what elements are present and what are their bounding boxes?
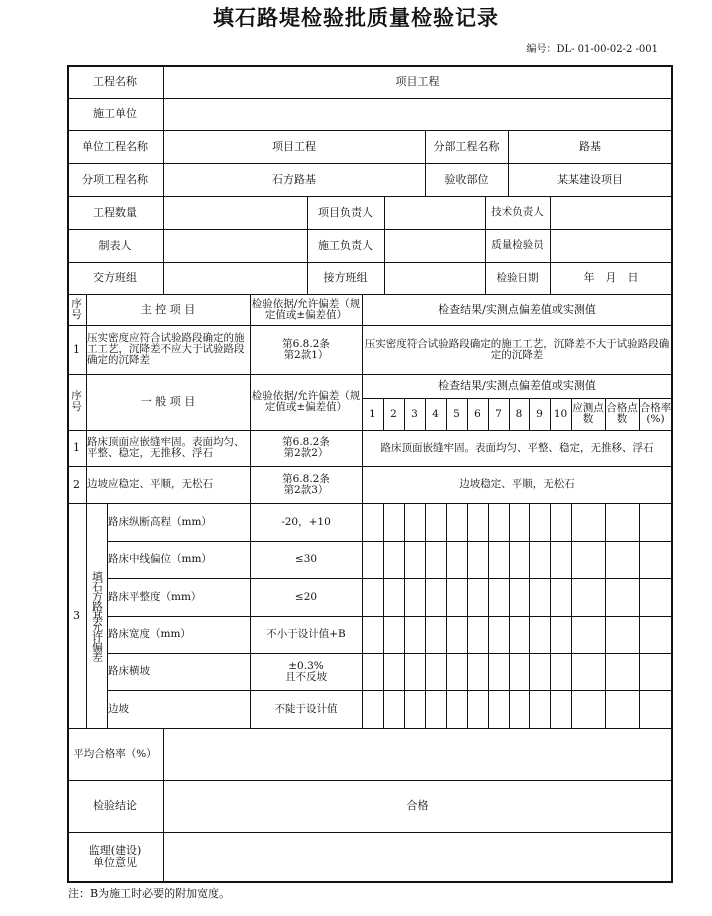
- unit-project-label: [67, 130, 164, 164]
- point-column-8: [509, 398, 530, 431]
- measurement-cell[interactable]: [639, 690, 673, 729]
- main-row-result[interactable]: [362, 325, 673, 375]
- tolerance-row-basis-text: 不小于设计值+B: [266, 628, 346, 640]
- general-row-result-text: 路床顶面嵌缝牢固。表面均匀、平整、稳定，无推移、浮石: [380, 441, 654, 454]
- acceptance-part-value[interactable]: [508, 163, 673, 197]
- general-row-basis-text: 第6.8.2条 第2款2）: [282, 436, 330, 459]
- point-column-8-text: 8: [515, 407, 523, 420]
- supervision-label: [67, 832, 164, 883]
- tolerance-row-basis: [250, 541, 363, 579]
- main-items-label-text: 主 控 项 目: [140, 302, 196, 316]
- point-column-1: [362, 398, 384, 431]
- tolerance-row-item-text: 路床横坡: [108, 665, 150, 677]
- supervision-opinion-value[interactable]: [163, 832, 673, 883]
- point-column-3-text: 3: [411, 407, 418, 420]
- measurement-cell[interactable]: [467, 653, 489, 691]
- sub-project-label: [425, 130, 509, 164]
- measurement-cell[interactable]: [404, 578, 426, 617]
- measurement-cell[interactable]: [404, 541, 426, 579]
- contractor-label-text: 施工单位: [93, 107, 137, 120]
- tolerance-group-seq: [67, 503, 87, 729]
- main-row-item: [86, 325, 251, 375]
- avg-pass-rate-value[interactable]: [163, 728, 673, 781]
- general-row-seq-text: 1: [73, 441, 80, 454]
- tolerance-row-item-text: 路床中线偏位（mm）: [108, 553, 212, 565]
- measurement-cell[interactable]: [488, 653, 510, 691]
- measurement-cell[interactable]: [446, 690, 468, 729]
- tech-lead-value[interactable]: [550, 196, 673, 230]
- general-row-result[interactable]: [362, 466, 673, 504]
- general-row-seq-text: 2: [73, 477, 80, 491]
- quality-inspector-label-text: 质量检验员: [491, 239, 544, 251]
- measurement-cell[interactable]: [488, 578, 510, 617]
- tolerance-group-seq-text: 3: [73, 608, 80, 622]
- measurement-cell[interactable]: [425, 616, 447, 654]
- unit-project-value[interactable]: [163, 130, 426, 164]
- main-result-label: [362, 294, 673, 326]
- tolerance-row-basis: [250, 690, 363, 729]
- unit-project-value-text: 项目工程: [272, 139, 316, 153]
- general-seq-label-text: 序号: [71, 390, 82, 413]
- project-name-value[interactable]: [163, 65, 673, 99]
- general-row-seq: [67, 466, 87, 504]
- preparer-value[interactable]: [163, 229, 308, 263]
- measurement-cell[interactable]: [605, 503, 640, 542]
- measurement-cell[interactable]: [404, 616, 426, 654]
- measurement-cell[interactable]: [404, 690, 426, 729]
- measurement-cell[interactable]: [362, 616, 384, 654]
- project-name-label: [67, 65, 164, 99]
- measurement-cell[interactable]: [509, 541, 530, 579]
- measurement-cell[interactable]: [425, 578, 447, 617]
- measurement-cell[interactable]: [571, 653, 606, 691]
- project-lead-value[interactable]: [384, 196, 486, 230]
- supervision-label-text: 监理(建设) 单位意见: [88, 844, 142, 869]
- point-column-7: [488, 398, 510, 431]
- main-result-label-text: 检查结果/实测点偏差值或实测值: [438, 302, 596, 316]
- general-row-result[interactable]: [362, 430, 673, 467]
- acceptance-part-label: [425, 163, 509, 197]
- general-row-item: [86, 430, 251, 467]
- conclusion-label: [67, 780, 164, 833]
- inspection-date-label-text: 检验日期: [496, 271, 539, 284]
- measurement-cell[interactable]: [605, 653, 640, 691]
- measurement-cell[interactable]: [383, 578, 405, 617]
- general-row-seq: [67, 430, 87, 467]
- tolerance-row-basis-text: ≤30: [294, 553, 318, 565]
- receiving-team-label-text: 接方班组: [323, 271, 368, 284]
- tolerance-row-item-text: 路床平整度（mm）: [108, 590, 202, 603]
- general-seq-label: [67, 374, 87, 431]
- project-name-value-text: 项目工程: [395, 74, 440, 88]
- point-column-4-text: 4: [432, 407, 439, 420]
- measurement-cell[interactable]: [404, 653, 426, 691]
- measurement-cell[interactable]: [425, 541, 447, 579]
- project-lead-label-text: 项目负责人: [318, 205, 373, 219]
- conclusion-value[interactable]: [163, 780, 673, 833]
- main-basis-label-text: 检验依据/允许偏差（规定值或±偏差值）: [251, 297, 361, 321]
- measurement-cell[interactable]: [467, 578, 489, 617]
- handover-team-value[interactable]: [163, 262, 308, 295]
- measurement-cell[interactable]: [488, 541, 510, 579]
- point-column-7-text: 7: [495, 407, 502, 420]
- tolerance-group-label-text: 填石方路基允许偏差: [90, 570, 104, 661]
- should-measure-label-text: 应测点数: [572, 402, 604, 425]
- measurement-cell[interactable]: [488, 690, 510, 729]
- tolerance-row-basis-text: ±0.3% 且不反坡: [285, 659, 327, 683]
- measurement-cell[interactable]: [550, 690, 572, 729]
- main-row-seq-text: 1: [73, 342, 80, 356]
- measurement-cell[interactable]: [467, 503, 489, 542]
- measurement-cell[interactable]: [446, 541, 468, 579]
- measurement-cell[interactable]: [509, 653, 530, 691]
- tolerance-row-basis-text: 不陡于设计值: [274, 702, 338, 715]
- main-basis-label: [250, 294, 363, 326]
- measurement-cell[interactable]: [605, 616, 640, 654]
- tolerance-row-basis-text: -20，+10: [281, 515, 331, 528]
- tolerance-row-item-text: 路床宽度（mm）: [108, 628, 191, 640]
- measurement-cell[interactable]: [550, 616, 572, 654]
- tolerance-row-basis: [250, 503, 363, 542]
- tolerance-row-item-text: 边坡: [108, 702, 129, 715]
- tolerance-row-item: [107, 690, 251, 729]
- sub-project-label-text: 分部工程名称: [433, 139, 500, 153]
- preparer-label-text: 制表人: [98, 238, 132, 252]
- point-column-5: [446, 398, 468, 431]
- measurement-cell[interactable]: [550, 503, 572, 542]
- tolerance-row-item: [107, 541, 251, 579]
- tolerance-row-item: [107, 578, 251, 617]
- point-column-9: [529, 398, 551, 431]
- handover-team-label: [67, 262, 164, 295]
- inspection-date-value[interactable]: [550, 262, 673, 295]
- measurement-cell[interactable]: [383, 690, 405, 729]
- quality-inspector-label: [485, 229, 551, 263]
- item-project-value-text: 石方路基: [272, 172, 316, 186]
- footnote: 注：B为施工时必要的附加宽度。: [68, 887, 231, 900]
- main-seq-label: [67, 294, 87, 326]
- measurement-cell[interactable]: [509, 578, 530, 617]
- pass-rate-label-text: 合格率(%): [639, 402, 672, 425]
- measurement-cell[interactable]: [362, 578, 384, 617]
- tolerance-row-item: [107, 616, 251, 654]
- measurement-cell[interactable]: [362, 653, 384, 691]
- measurement-cell[interactable]: [550, 541, 572, 579]
- measurement-cell[interactable]: [362, 503, 384, 542]
- contractor-value[interactable]: [163, 98, 673, 131]
- measurement-cell[interactable]: [571, 541, 606, 579]
- measurement-cell[interactable]: [571, 578, 606, 617]
- point-column-5-text: 5: [453, 407, 460, 420]
- item-project-value[interactable]: [163, 163, 426, 197]
- measurement-cell[interactable]: [639, 503, 673, 542]
- measurement-cell[interactable]: [488, 503, 510, 542]
- measurement-cell[interactable]: [529, 578, 551, 617]
- point-column-6: [467, 398, 489, 431]
- measurement-cell[interactable]: [571, 616, 606, 654]
- measurement-cell[interactable]: [639, 578, 673, 617]
- measurement-cell[interactable]: [605, 690, 640, 729]
- measurement-cell[interactable]: [425, 690, 447, 729]
- tech-lead-label: [485, 196, 551, 230]
- point-column-10-text: 10: [553, 407, 568, 420]
- measurement-cell[interactable]: [467, 541, 489, 579]
- project-lead-label: [307, 196, 385, 230]
- general-row-item: [86, 466, 251, 504]
- general-result-label: [362, 374, 673, 399]
- inspection-date-value-text: 年 月 日: [583, 271, 639, 284]
- quality-inspector-value[interactable]: [550, 229, 673, 263]
- general-row-basis: [250, 466, 363, 504]
- main-seq-label-text: 序号: [71, 297, 82, 321]
- tech-lead-label-text: 技术负责人: [491, 206, 544, 218]
- construction-lead-label-text: 施工负责人: [318, 238, 373, 252]
- measurement-cell[interactable]: [529, 503, 551, 542]
- main-row-item-text: 压实密度应符合试验路段确定的施工工艺，沉降差不应大于试验路段确定的沉降差: [87, 332, 245, 366]
- measurement-cell[interactable]: [639, 541, 673, 579]
- measurement-cell[interactable]: [446, 578, 468, 617]
- tolerance-row-item: [107, 653, 251, 691]
- document-code: 编号：DL- 01-00-02-2 -001: [526, 44, 658, 55]
- unit-project-label-text: 单位工程名称: [82, 139, 148, 153]
- measurement-cell[interactable]: [425, 653, 447, 691]
- tolerance-row-basis: [250, 616, 363, 654]
- measurement-cell[interactable]: [605, 541, 640, 579]
- conclusion-value-text: 合格: [406, 799, 429, 812]
- should-measure-label: [571, 398, 606, 431]
- general-row-basis-text: 第6.8.2条 第2款3）: [282, 472, 330, 496]
- main-items-label: [86, 294, 251, 326]
- measurement-cell[interactable]: [446, 653, 468, 691]
- general-items-label-text: 一 般 项 目: [140, 395, 196, 408]
- main-row-seq: [67, 325, 87, 375]
- tolerance-row-basis: [250, 653, 363, 691]
- measurement-cell[interactable]: [509, 690, 530, 729]
- general-row-result-text: 边坡稳定、平顺，无松石: [459, 478, 575, 490]
- page-title: 填石路堤检验批质量检验记录: [213, 6, 499, 30]
- handover-team-label-text: 交方班组: [93, 271, 137, 284]
- general-row-item-text: 边坡应稳定、平顺，无松石: [87, 478, 213, 490]
- receiving-team-value[interactable]: [384, 262, 486, 295]
- construction-lead-label: [307, 229, 385, 263]
- main-row-basis-text: 第6.8.2条 第2款1）: [282, 337, 330, 361]
- measurement-cell[interactable]: [605, 578, 640, 617]
- measurement-cell[interactable]: [529, 541, 551, 579]
- point-column-4: [425, 398, 447, 431]
- measurement-cell[interactable]: [383, 616, 405, 654]
- point-column-9-text: 9: [536, 407, 543, 420]
- point-column-2: [383, 398, 405, 431]
- tolerance-row-basis: [250, 578, 363, 617]
- receiving-team-label: [307, 262, 385, 295]
- preparer-label: [67, 229, 164, 263]
- tolerance-group-label: [86, 503, 108, 729]
- project-name-label-text: 工程名称: [93, 74, 137, 88]
- item-project-label: [67, 163, 164, 197]
- measurement-cell[interactable]: [383, 503, 405, 542]
- qualified-points-label: [605, 398, 640, 431]
- inspection-date-label: [485, 262, 551, 295]
- tolerance-row-item-text: 路床纵断高程（mm）: [108, 515, 212, 528]
- measurement-cell[interactable]: [467, 616, 489, 654]
- general-result-label-text: 检查结果/实测点偏差值或实测值: [438, 379, 596, 392]
- qualified-points-label-text: 合格点数: [606, 402, 638, 425]
- pass-rate-label: [639, 398, 673, 431]
- measurement-cell[interactable]: [362, 690, 384, 729]
- measurement-cell[interactable]: [509, 616, 530, 654]
- acceptance-part-label-text: 验收部位: [444, 172, 489, 186]
- acceptance-part-value-text: 某某建设项目: [557, 172, 623, 186]
- measurement-cell[interactable]: [467, 690, 489, 729]
- measurement-cell[interactable]: [383, 653, 405, 691]
- point-column-10: [550, 398, 572, 431]
- measurement-cell[interactable]: [362, 541, 384, 579]
- measurement-cell[interactable]: [446, 616, 468, 654]
- tolerance-row-item: [107, 503, 251, 542]
- quantity-label: [67, 196, 164, 230]
- conclusion-label-text: 检验结论: [93, 799, 137, 812]
- measurement-cell[interactable]: [383, 541, 405, 579]
- quantity-label-text: 工程数量: [93, 205, 137, 219]
- general-row-basis: [250, 430, 363, 467]
- point-column-2-text: 2: [390, 407, 397, 420]
- measurement-cell[interactable]: [571, 690, 606, 729]
- sub-project-value[interactable]: [508, 130, 673, 164]
- construction-lead-value[interactable]: [384, 229, 486, 263]
- main-row-basis: [250, 325, 363, 375]
- general-basis-label-text: 检验依据/允许偏差（规定值或±偏差值）: [251, 390, 361, 413]
- measurement-cell[interactable]: [571, 503, 606, 542]
- contractor-label: [67, 98, 164, 131]
- avg-pass-rate-label-text: 平均合格率（%）: [73, 747, 157, 760]
- quantity-value[interactable]: [163, 196, 308, 230]
- measurement-cell[interactable]: [425, 503, 447, 542]
- measurement-cell[interactable]: [509, 503, 530, 542]
- general-items-label: [86, 374, 251, 431]
- measurement-cell[interactable]: [404, 503, 426, 542]
- point-column-3: [404, 398, 426, 431]
- measurement-cell[interactable]: [488, 616, 510, 654]
- measurement-cell[interactable]: [550, 653, 572, 691]
- tolerance-row-basis-text: ≤20: [294, 590, 318, 603]
- measurement-cell[interactable]: [529, 690, 551, 729]
- measurement-cell[interactable]: [529, 616, 551, 654]
- sub-project-value-text: 路基: [579, 139, 601, 153]
- general-row-item-text: 路床顶面应嵌缝牢固。表面均匀、平整、稳定，无推移、浮石: [87, 436, 245, 459]
- point-column-1-text: 1: [369, 407, 376, 420]
- measurement-cell[interactable]: [550, 578, 572, 617]
- main-row-result-text: 压实密度符合试验路段确定的施工工艺，沉降差不大于试验路段确定的沉降差: [364, 337, 670, 361]
- point-column-6-text: 6: [474, 407, 481, 420]
- measurement-cell[interactable]: [639, 616, 673, 654]
- general-basis-label: [250, 374, 363, 431]
- measurement-cell[interactable]: [446, 503, 468, 542]
- measurement-cell[interactable]: [529, 653, 551, 691]
- item-project-label-text: 分项工程名称: [82, 172, 148, 186]
- avg-pass-rate-label: [67, 728, 164, 781]
- measurement-cell[interactable]: [639, 653, 673, 691]
